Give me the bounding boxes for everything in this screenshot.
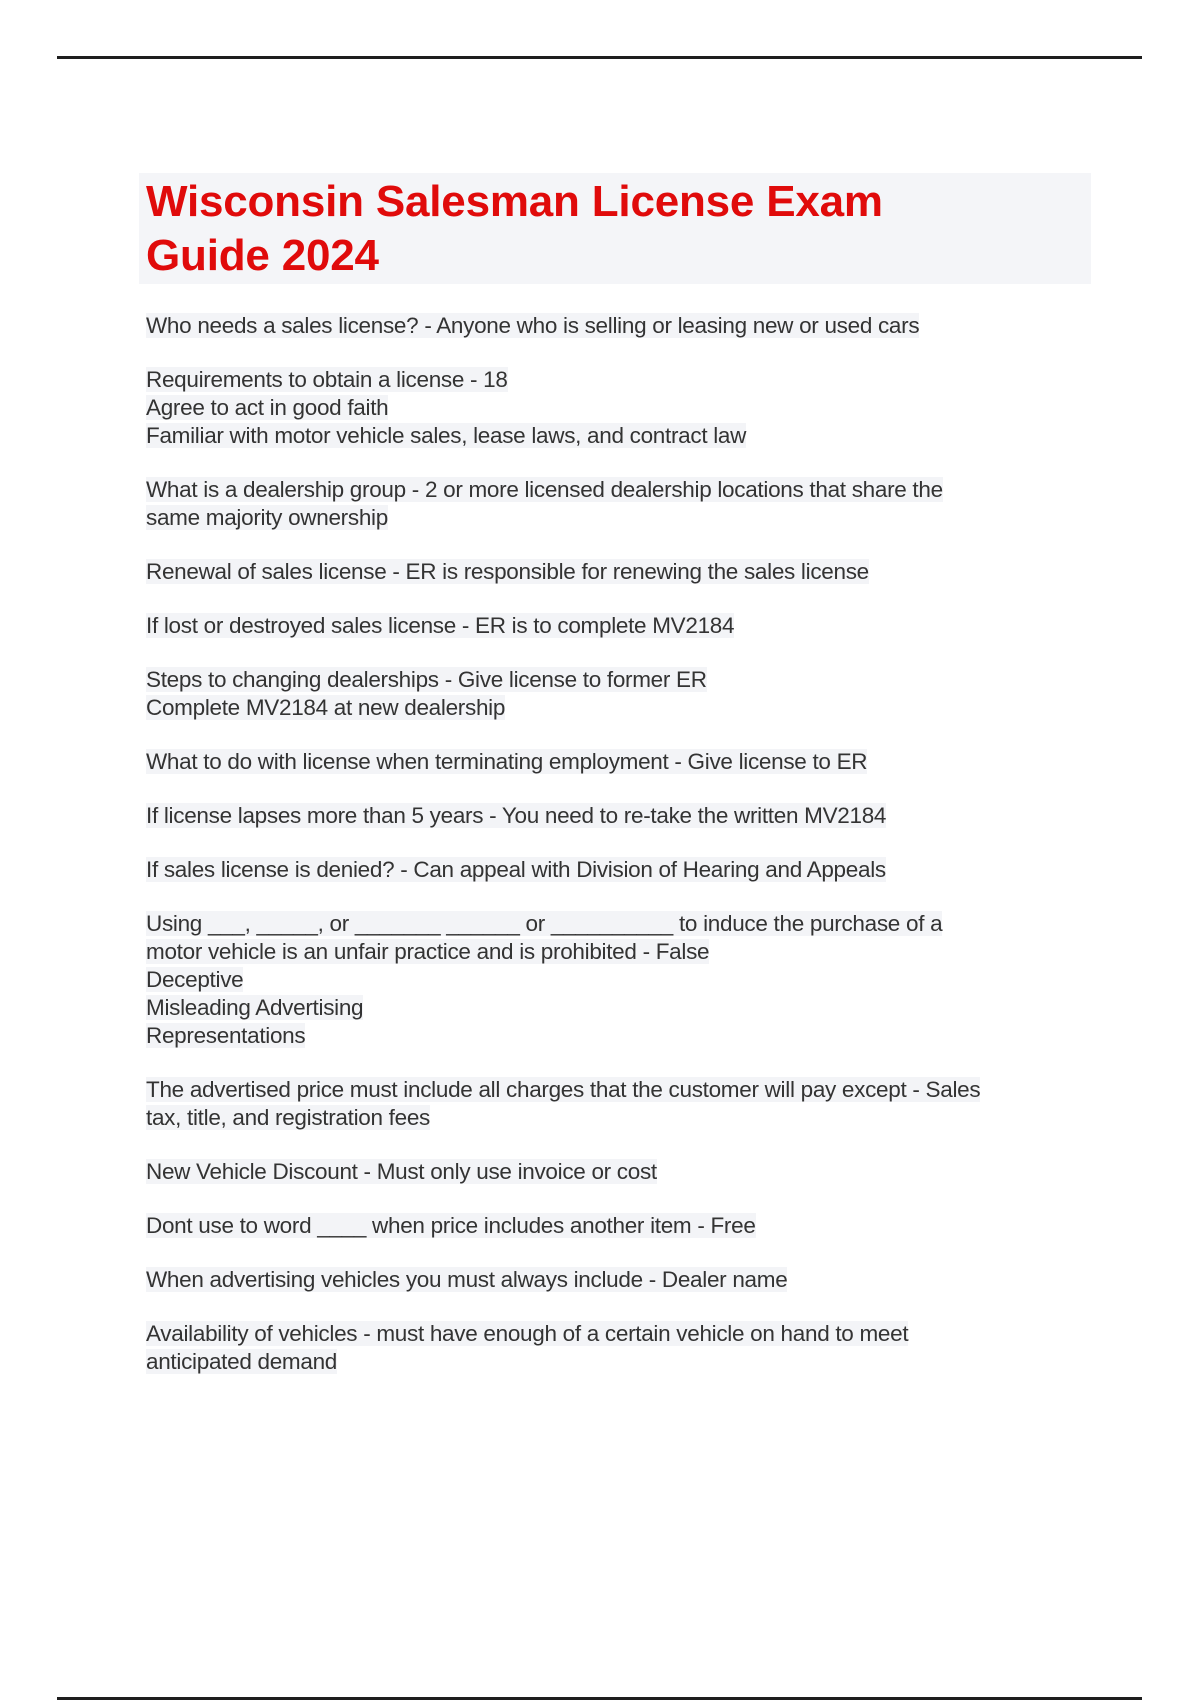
qa-item [146,802,1086,830]
qa-list [146,312,1086,1402]
qa-item [146,476,1086,532]
top-divider [57,56,1142,59]
title-line-2: Guide 2024 [146,231,379,280]
qa-item [146,748,1086,776]
qa-line: Representations [146,1023,306,1048]
qa-line: same majority ownership [146,505,388,530]
title-line-1: Wisconsin Salesman License Exam [146,177,883,226]
qa-line: Requirements to obtain a license - 18 [146,367,508,392]
qa-item [146,1320,1086,1376]
qa-line: anticipated demand [146,1349,337,1374]
qa-line: If lost or destroyed sales license - ER is to complete MV2184 [146,613,735,638]
qa-item [146,666,1086,722]
qa-item [146,910,1086,1050]
qa-line: When advertising vehicles you must always include - Dealer name [146,1267,788,1292]
qa-line: Familiar with motor vehicle sales, lease laws, and contract law [146,423,747,448]
qa-line: What is a dealership group - 2 or more licensed dealership locations that share the [146,477,943,502]
qa-item [146,312,1086,340]
qa-line: If license lapses more than 5 years - You need to re-take the written MV2184 [146,803,887,828]
qa-item [146,366,1086,450]
qa-line: Dont use to word ____ when price includes another item - Free [146,1213,756,1238]
qa-line: Renewal of sales license - ER is responsible for renewing the sales license [146,559,869,584]
qa-line: If sales license is denied? - Can appeal with Division of Hearing and Appeals [146,857,886,882]
qa-line: What to do with license when terminating employment - Give license to ER [146,749,868,774]
qa-item [146,1266,1086,1294]
qa-line: tax, title, and registration fees [146,1105,431,1130]
qa-line: Complete MV2184 at new dealership [146,695,506,720]
qa-line: New Vehicle Discount - Must only use invoice or cost [146,1159,657,1184]
qa-line: Steps to changing dealerships - Give license to former ER [146,667,707,692]
page-title [146,175,883,283]
qa-line: Who needs a sales license? - Anyone who is selling or leasing new or used cars [146,313,920,338]
qa-line: Agree to act in good faith [146,395,389,420]
qa-line: Availability of vehicles - must have enough of a certain vehicle on hand to meet [146,1321,909,1346]
qa-item [146,558,1086,586]
qa-line: motor vehicle is an unfair practice and is prohibited - False [146,939,710,964]
qa-line: The advertised price must include all charges that the customer will pay except - Sales [146,1077,981,1102]
qa-item [146,612,1086,640]
qa-line: Deceptive [146,967,244,992]
qa-item [146,1158,1086,1186]
qa-item [146,1076,1086,1132]
qa-line: Misleading Advertising [146,995,364,1020]
qa-line: Using ___, _____, or _______ ______ or __________ to induce the purchase of a [146,911,943,936]
qa-item [146,1212,1086,1240]
qa-item [146,856,1086,884]
